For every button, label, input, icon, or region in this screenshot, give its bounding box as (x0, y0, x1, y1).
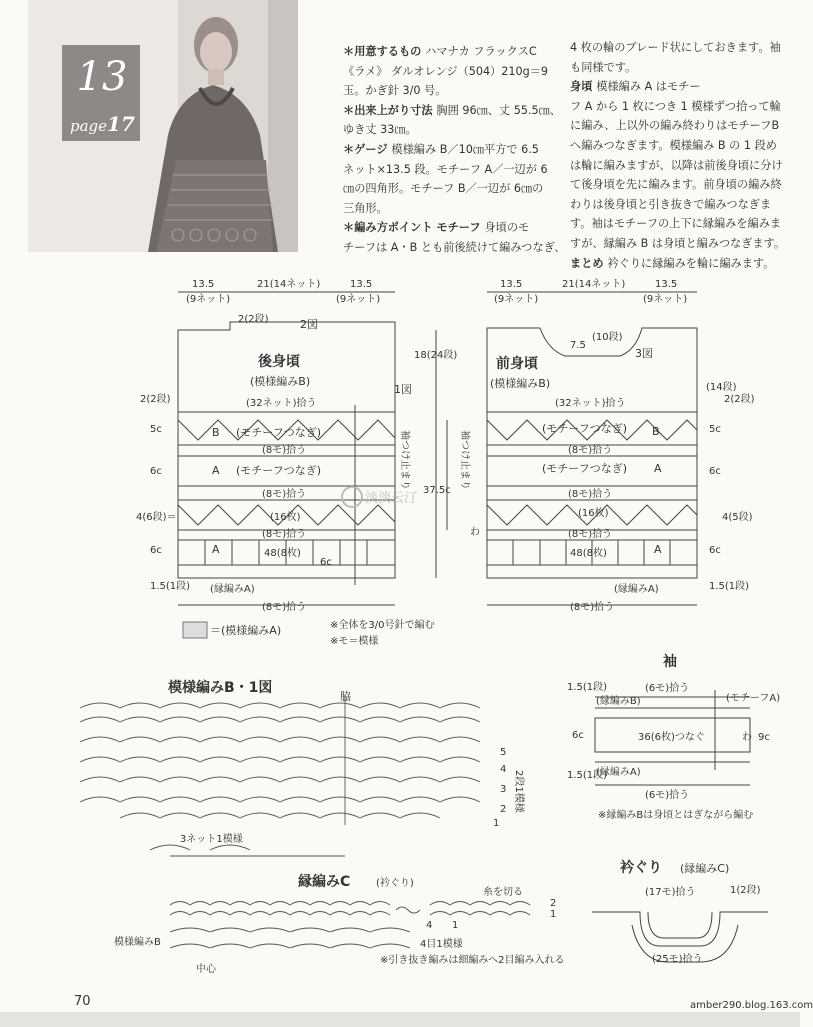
back-figure-ref: 2図 (300, 318, 318, 331)
front-row-1: (モチーフつなぎ) (542, 422, 628, 435)
instruction-heading: ＊出来上がり寸法 (343, 103, 437, 117)
pattern-number: 13 (76, 54, 128, 100)
sleeve-wa: わ (742, 732, 752, 743)
instruction-text: すが、縁編み B は身頃と編みつなぎます。 (570, 236, 786, 250)
chart-b-row-4: 4 (500, 764, 507, 775)
front-row-5: (16枚) (578, 508, 609, 519)
sleeve-labels (567, 654, 780, 821)
chart-b-row-5: 5 (500, 747, 507, 758)
instruction-text: は輪に編みますが、以降は前後身頃に分け (570, 158, 783, 172)
sleeve-title: 袖 (663, 654, 677, 670)
front-top-dim-left: 13.5 (500, 279, 523, 290)
edge-c-left: 模様編みB (114, 937, 161, 948)
chart-b-title: 模様編みB・1図 (168, 680, 273, 696)
back-row-3: (モチーフつなぎ) (236, 464, 322, 477)
edge-c-row-1: 1 (550, 909, 557, 920)
edge-c-rep-num-4: 4 (426, 920, 433, 931)
sleeve-center: 36(6枚)つなぐ (638, 732, 705, 743)
edge-c-title: 縁編みC (298, 874, 351, 890)
sleeve-right-dim: 9c (758, 732, 770, 743)
front-right-dim-3: 6c (709, 466, 721, 477)
instruction-text: て後身頃を先に編みます。前身頃の編み終 (570, 178, 782, 192)
front-right-dim-7: 1.5(1段) (709, 581, 750, 592)
front-wa: わ (470, 527, 480, 538)
instruction-text: 模様編み A はモチー (596, 80, 701, 94)
back-left-dim-6: 1.5(1段) (150, 581, 191, 592)
legend-pattern-a: ＝(模様編みA) (210, 624, 282, 637)
instruction-text: に編み、上以外の編み終わりはモチーフB (570, 119, 780, 133)
instruction-heading: ＊用意するもの (343, 45, 426, 58)
site-watermark: amber290.blog.163.com (690, 1000, 813, 1011)
neckline-title: 衿ぐり (620, 860, 662, 876)
watermark: 淡淡云汀 (365, 491, 418, 506)
neckline-top: (17モ)拾う (645, 887, 696, 898)
back-row-7: 48(8枚) (264, 548, 301, 559)
chart-b-row-1: 1 (493, 818, 500, 829)
back-row-4: (8モ)拾う (262, 489, 307, 500)
edge-c-rep-num-1: 1 (452, 920, 459, 931)
front-row-6: (8モ)拾う (568, 529, 613, 540)
edge-c-center: 中心 (196, 964, 216, 975)
instruction-text: チーフは A・B とも前後続けて編みつなぎ、 (343, 240, 566, 254)
front-top-sub-right: (9ネット) (643, 294, 688, 305)
front-letter-a2: A (654, 543, 662, 556)
front-subtitle: (模様編みB) (490, 377, 551, 390)
sleeve-left-dim: 6c (572, 730, 584, 741)
neckline-bottom: (25モ)拾う (652, 954, 703, 965)
front-row-4: (8モ)拾う (568, 489, 613, 500)
instruction-heading: まとめ (570, 256, 608, 270)
front-neck-dim: 7.5 (570, 340, 586, 351)
back-left-dim-3: 4(6段)＝ (136, 512, 177, 523)
front-right-dim-6: 6c (709, 545, 721, 556)
edge-c-row-2: 2 (550, 898, 557, 909)
front-right-dim-4: 4(5段) (722, 512, 753, 523)
chart-b-net: 3ネット1模様 (180, 834, 243, 845)
instruction-heading: 身頃 (570, 80, 597, 94)
back-subtitle: (模様編みB) (250, 375, 311, 388)
instruction-text: 身頃のモ (484, 221, 530, 235)
front-top-dim-right: 13.5 (655, 279, 678, 290)
back-row-5: (16枚) (270, 512, 301, 523)
edge-c-sub: (衿ぐり) (376, 878, 414, 889)
back-letter-a1: A (212, 464, 220, 477)
chart-b-row-3: 3 (500, 784, 507, 795)
instruction-text: 衿ぐりに縁編みを輪に編みます。 (607, 256, 775, 270)
front-row-3: (モチーフつなぎ) (542, 462, 628, 475)
front-row-0: (32ネット)拾う (555, 398, 626, 409)
back-left-dim-5: 6c (150, 545, 162, 556)
front-top-dim-center: 21(14ネット) (562, 279, 626, 290)
front-row-7: 48(8枚) (570, 548, 607, 559)
chart-b-side: 脇 (340, 690, 351, 703)
back-row-9: (8モ)拾う (262, 602, 307, 613)
sleeve-edge-b: (縁編みB) (596, 696, 641, 707)
instruction-heading: ＊ゲージ (343, 142, 392, 156)
front-side-note: 袖つけ止まり (459, 430, 470, 490)
back-side-note: 袖つけ止まり (399, 430, 410, 490)
front-neck-rows: (10段) (592, 332, 623, 343)
instruction-text: 玉。かぎ針 3/0 号。 (343, 84, 447, 98)
instruction-text: わりは後身頃と引き抜きで編みつなぎま (570, 197, 772, 211)
stitch-chart-c (170, 902, 530, 949)
stitch-chart-b (80, 695, 480, 856)
back-right-dim-1: 37.5c (423, 485, 451, 496)
instruction-text: 4 枚の輪のブレード状にしておきます。袖 (570, 41, 781, 54)
legend-note-1: ※全体を3/0号針で編む (330, 620, 435, 631)
sleeve-bottom: (6モ)拾う (645, 790, 690, 801)
back-neck-dim: 2(2段) (238, 314, 269, 325)
instruction-text: ㎝の四角形。モチーフ B／一辺が 6㎝の (343, 182, 544, 196)
footer-bar (0, 1012, 800, 1027)
instruction-text: ゆき丈 33㎝。 (343, 123, 417, 137)
back-row-8: (縁編みA) (210, 584, 255, 595)
legend-note-2: ※モ＝模様 (330, 636, 379, 647)
back-title: 後身頃 (258, 354, 300, 370)
back-row-1: (モチーフつなぎ) (236, 426, 322, 439)
back-right-dim-2: 6c (320, 557, 332, 568)
front-row-2: (8モ)拾う (568, 445, 613, 456)
page-number: 70 (74, 994, 91, 1009)
neckline-sub: (縁編みC) (680, 862, 730, 875)
front-right-dim-0: (14段) (706, 382, 737, 393)
back-left-dim-2: 6c (150, 466, 162, 477)
back-top-sub-left: (9ネット) (186, 294, 231, 305)
front-top-sub-left: (9ネット) (494, 294, 539, 305)
instruction-text: 《ラメ》 ダルオレンジ（504）210g＝9 (343, 64, 549, 78)
edge-c-cut: 糸を切る (483, 887, 523, 898)
back-row-6: (8モ)拾う (262, 529, 307, 540)
back-left-dim-0: 2(2段) (140, 394, 171, 405)
back-letter-a2: A (212, 543, 220, 556)
instruction-heading: ＊編み方ポイント モチーフ (343, 221, 485, 235)
front-letter-b: B (652, 425, 660, 438)
instruction-text: ネット×13.5 段。モチーフ A／一辺が 6 (343, 162, 548, 176)
sleeve-note: ※縁編みBは身頃とはぎながら編む (598, 810, 754, 821)
edge-c-rep: 4目1模様 (420, 939, 463, 950)
front-right-dim-1: 2(2段) (724, 394, 755, 405)
front-letter-a1: A (654, 462, 662, 475)
instruction-text: フ A から 1 枚につき 1 模様ずつ拾って輪 (570, 99, 781, 113)
sleeve-top: (6モ)拾う (645, 683, 690, 694)
instruction-text: 胸囲 96㎝、丈 55.5㎝、 (436, 103, 561, 117)
sleeve-top-dim: 1.5(1段) (567, 682, 608, 693)
back-top-dim-center: 21(14ネット) (257, 279, 321, 290)
instruction-text: 模様編み B／10㎝平方で 6.5 (391, 142, 539, 156)
front-figure-ref: 3図 (635, 347, 653, 360)
page-reference: page17 (70, 112, 135, 136)
back-letter-b: B (212, 426, 220, 439)
sleeve-motif-a: (モチーフA) (726, 693, 781, 704)
back-row-2: (8モ)拾う (262, 445, 307, 456)
instruction-text: 三角形。 (343, 201, 388, 215)
back-left-dim-1: 5c (150, 424, 162, 435)
sleeve-edge-a: (縁編みA) (596, 767, 641, 778)
back-top-sub-right: (9ネット) (336, 294, 381, 305)
instruction-text: す。袖はモチーフの上下に縁編みを編みま (570, 217, 782, 231)
neckline-dim: 1(2段) (730, 885, 761, 896)
instruction-text: も同様です。 (570, 60, 637, 74)
front-right-dim-2: 5c (709, 424, 721, 435)
chart-b-row-2: 2 (500, 804, 507, 815)
back-figure-1-ref: 1図 (394, 383, 412, 396)
back-top-dim-right: 13.5 (350, 279, 373, 290)
front-row-9: (8モ)拾う (570, 602, 615, 613)
front-title: 前身頃 (496, 356, 538, 372)
back-row-0: (32ネット)拾う (246, 398, 317, 409)
chart-b-rep: 2段1模様 (513, 770, 524, 813)
edge-c-note: ※引き抜き編みは細編みへ2目編み入れる (380, 955, 565, 966)
sleeve-bottom-dim: 1.5(1段) (567, 770, 608, 781)
back-right-dim-0: 18(24段) (414, 350, 458, 361)
instruction-text: へ編みつなぎます。模様編み B の 1 段め (570, 138, 777, 152)
front-row-8: (縁編みA) (614, 584, 659, 595)
back-top-dim-left: 13.5 (192, 279, 215, 290)
instruction-text: ハマナカ フラックスC (425, 45, 537, 58)
